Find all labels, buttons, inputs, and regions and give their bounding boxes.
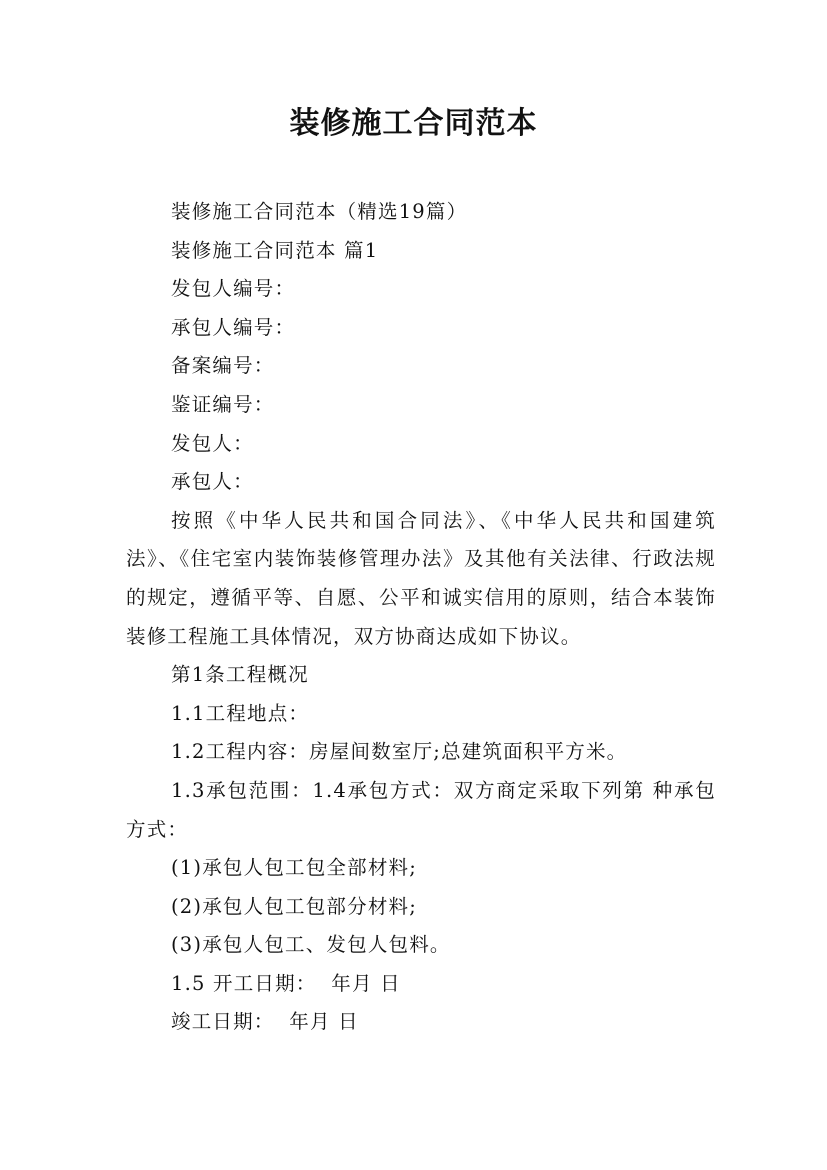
paragraph-section-heading: 装修施工合同范本 篇1 xyxy=(171,238,379,262)
paragraph-clause-1-1: 1.1工程地点： xyxy=(171,701,310,725)
paragraph-start-date: 1.5 开工日期： 年月 日 xyxy=(171,971,401,995)
paragraph-article-1: 第1条工程概况 xyxy=(171,663,309,687)
paragraph-preamble: 按照《中华人民共和国合同法》、《中华人民共和国建筑法》、《住宅室内装饰装修管理办法》及其他有关法律、行政法规的规定，遵循平等、自愿、公平和诚实信用的原则，结合本装饰装修工程施工具体情况，双方协商达成如下协议。 xyxy=(126,508,716,648)
paragraph-option-1: (1)承包人包工包全部材料; xyxy=(171,856,417,880)
paragraph-clause-1-3: 1.3承包范围：1.4承包方式：双方商定采取下列第 种承包方式： xyxy=(126,778,716,841)
paragraph-employer: 发包人： xyxy=(171,431,254,455)
document-title: 装修施工合同范本 xyxy=(289,106,538,141)
paragraph-employer-number: 发包人编号： xyxy=(171,277,296,301)
paragraph-filing-number: 备案编号： xyxy=(171,354,275,378)
paragraph-subtitle: 装修施工合同范本（精选19篇） xyxy=(171,200,468,223)
paragraph-clause-1-2: 1.2工程内容：房屋间数室厅;总建筑面积平方米。 xyxy=(171,740,628,764)
paragraph-option-3: (3)承包人包工、发包人包料。 xyxy=(171,933,451,957)
paragraph-certification-number: 鉴证编号： xyxy=(171,392,275,416)
paragraph-option-2: (2)承包人包工包部分材料; xyxy=(171,894,417,918)
paragraph-contractor: 承包人： xyxy=(171,470,254,494)
document-body xyxy=(126,193,716,1042)
paragraph-completion-date: 竣工日期： 年月 日 xyxy=(171,1010,359,1034)
paragraph-contractor-number: 承包人编号： xyxy=(171,315,296,339)
